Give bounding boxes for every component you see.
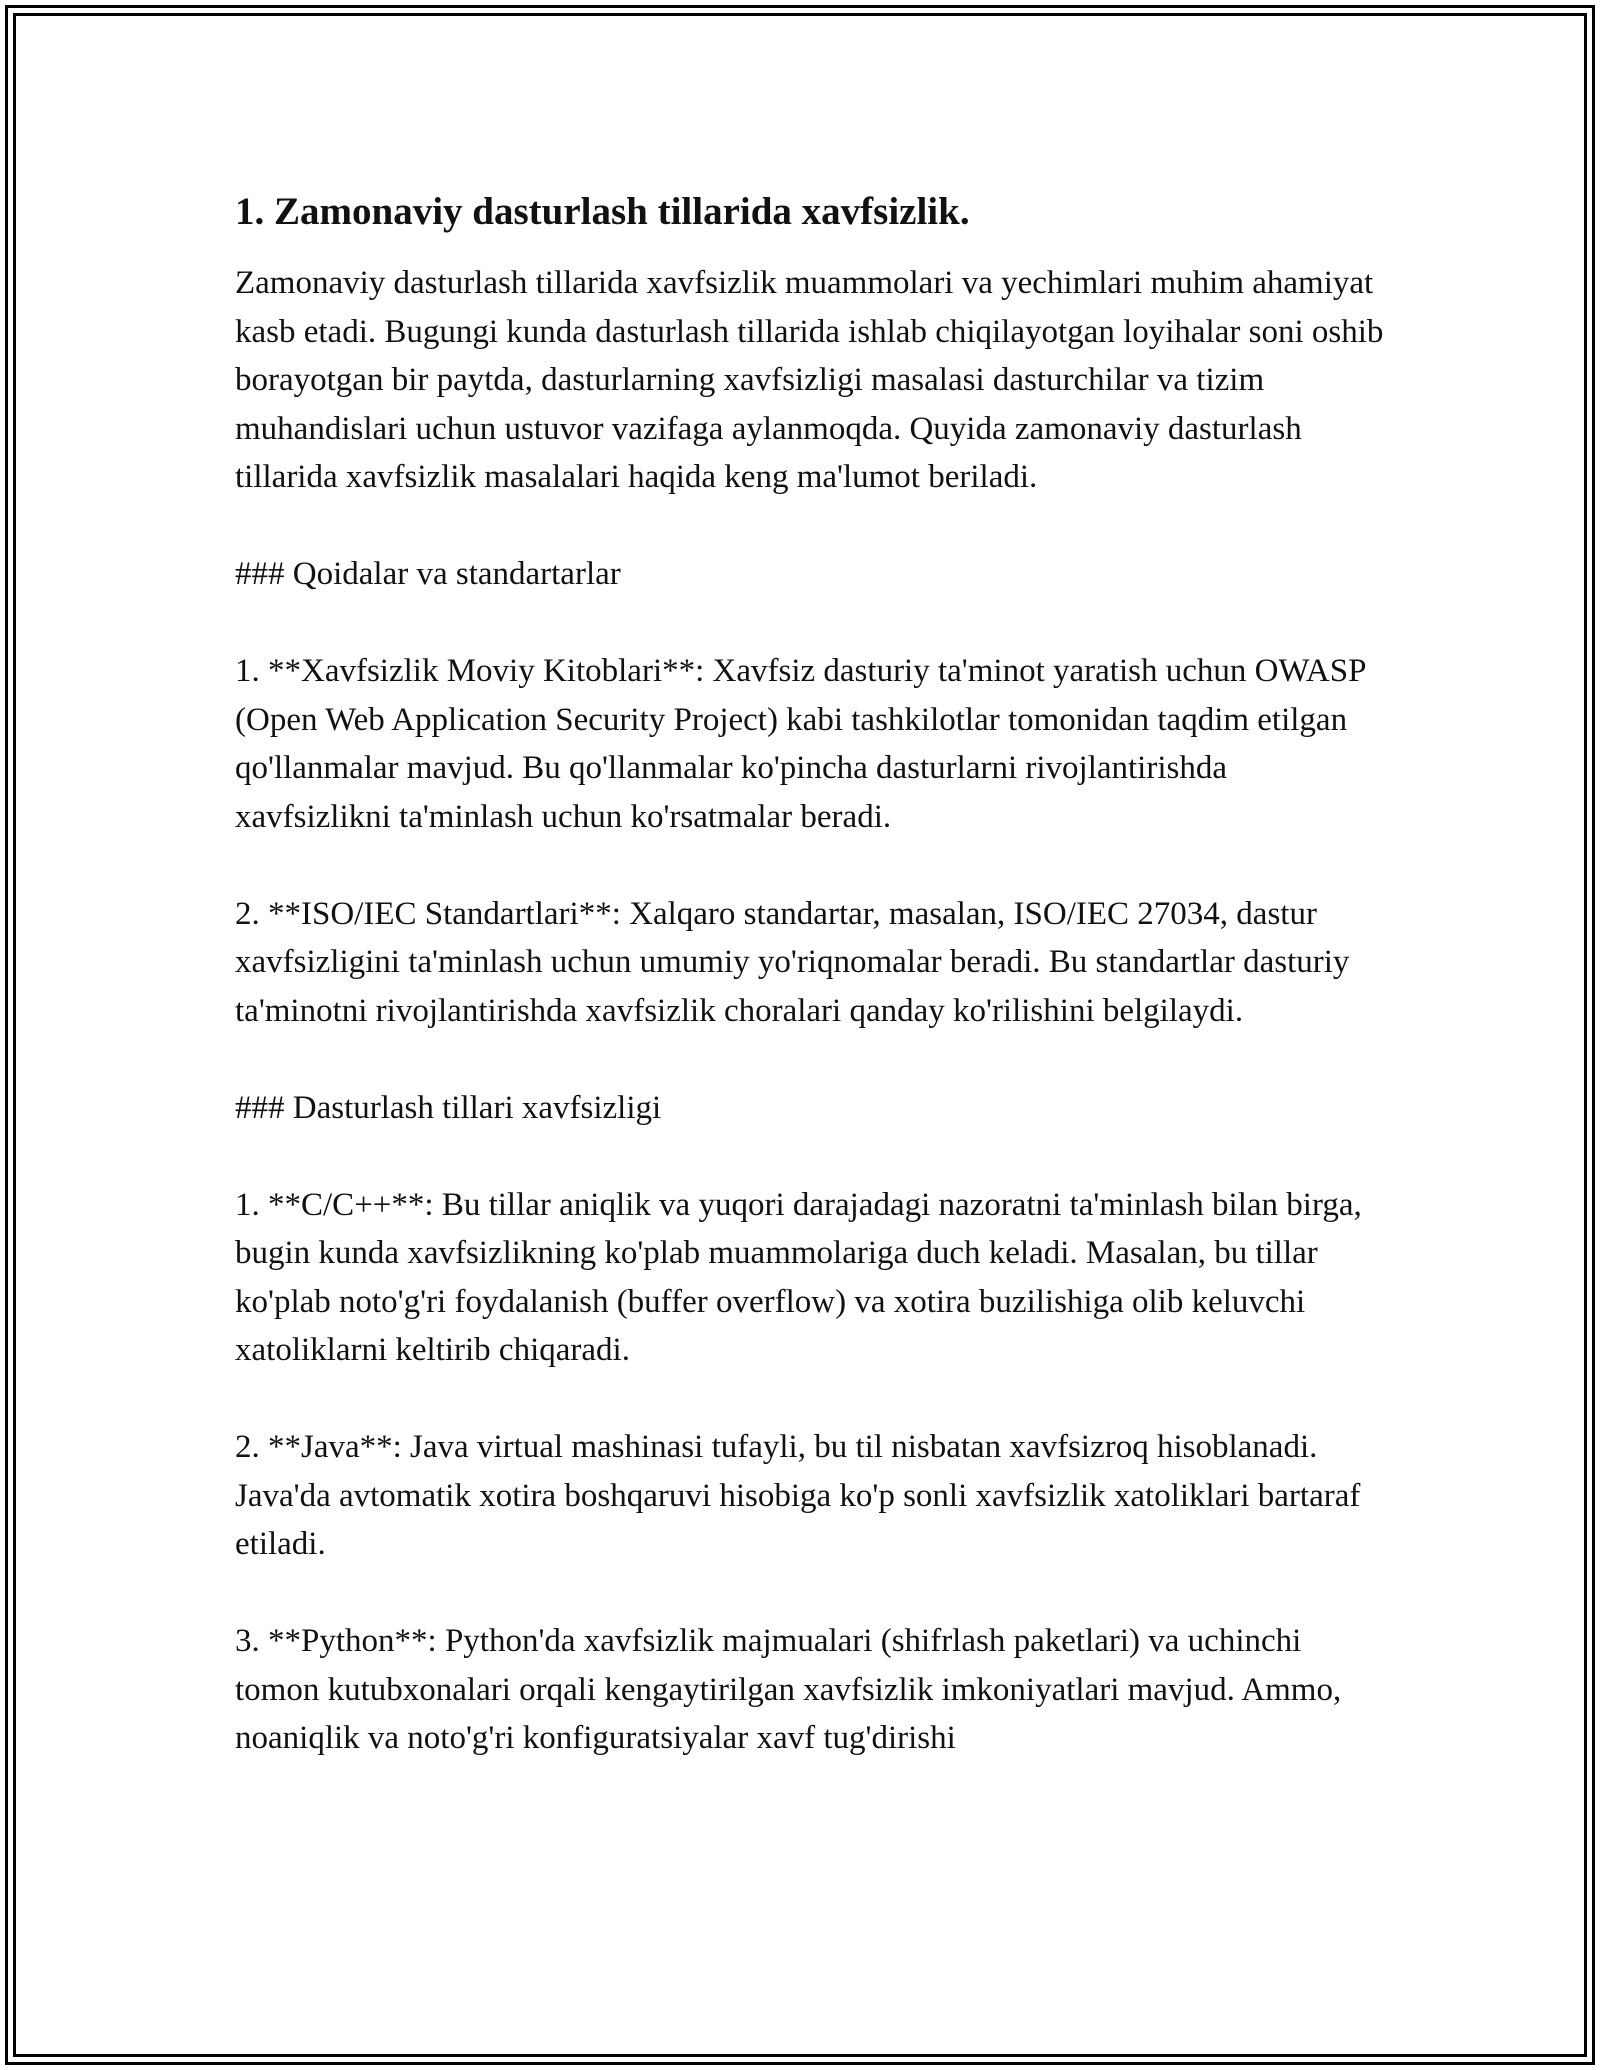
- list-item-c-cpp: 1. **C/C++**: Bu tillar aniqlik va yuqori darajadagi nazoratni ta'minlash bilan birga, bugin kunda xavfsizlikning ko'plab muammolariga duch keladi. Masalan, bu tillar ko'plab noto'g'ri foydalanish (buffer overflow) va xotira buzilishiga olib keluvchi xatoliklarni keltirib chiqaradi.: [235, 1186, 1362, 1368]
- document-body: [235, 185, 1385, 1763]
- section-heading-languages: ### Dasturlash tillari xavfsizligi: [235, 1089, 662, 1126]
- list-item-python: 3. **Python**: Python'da xavfsizlik majmualari (shifrlash paketlari) va uchinchi tomon kutubxonalari orqali kengaytirilgan xavfsizlik imkoniyatlari mavjud. Ammo, noaniqlik va noto'g'ri konfiguratsiyalar xavf tug'dirishi: [235, 1623, 1342, 1756]
- document-title: 1. Zamonaviy dasturlash tillarida xavfsizlik.: [235, 190, 970, 233]
- list-item-iso-standards: 2. **ISO/IEC Standartlari**: Xalqaro standartar, masalan, ISO/IEC 27034, dastur xavfsizligini ta'minlash uchun umumiy yo'riqnomalar beradi. Bu standartlar dasturiy ta'minotni rivojlantirishda xavfsizlik choralari qanday ko'rilishini belgilaydi.: [235, 895, 1350, 1029]
- section-heading-rules: ### Qoidalar va standartarlar: [235, 556, 621, 592]
- intro-paragraph: Zamonaviy dasturlash tillarida xavfsizlik muammolari va yechimlari muhim ahamiyat kasb etadi. Bugungi kunda dasturlash tillarida ishlab chiqilayotgan loyihalar soni oshib borayotgan bir paytda, dasturlarning xavfsizligi masalasi dasturchilar va tizim muhandislari uchun ustuvor vazifaga aylanmoqda. Quyida zamonaviy dasturlash tillarida xavfsizlik masalalari haqida keng ma'lumot beriladi.: [235, 265, 1384, 495]
- list-item-java: 2. **Java**: Java virtual mashinasi tufayli, bu til nisbatan xavfsizroq hisoblanadi. Java'da avtomatik xotira boshqaruvi hisobiga ko'p sonli xavfsizlik xatoliklari bartaraf etiladi.: [235, 1429, 1361, 1562]
- list-item-security-books: 1. **Xavfsizlik Moviy Kitoblari**: Xavfsiz dasturiy ta'minot yaratish uchun OWASP (Open Web Application Security Project) kabi tashkilotlar tomonidan taqdim etilgan qo'llanmalar mavjud. Bu qo'llanmalar ko'pincha dasturlarni rivojlantirishda xavfsizlikni ta'minlash uchun ko'rsatmalar beradi.: [235, 653, 1366, 835]
